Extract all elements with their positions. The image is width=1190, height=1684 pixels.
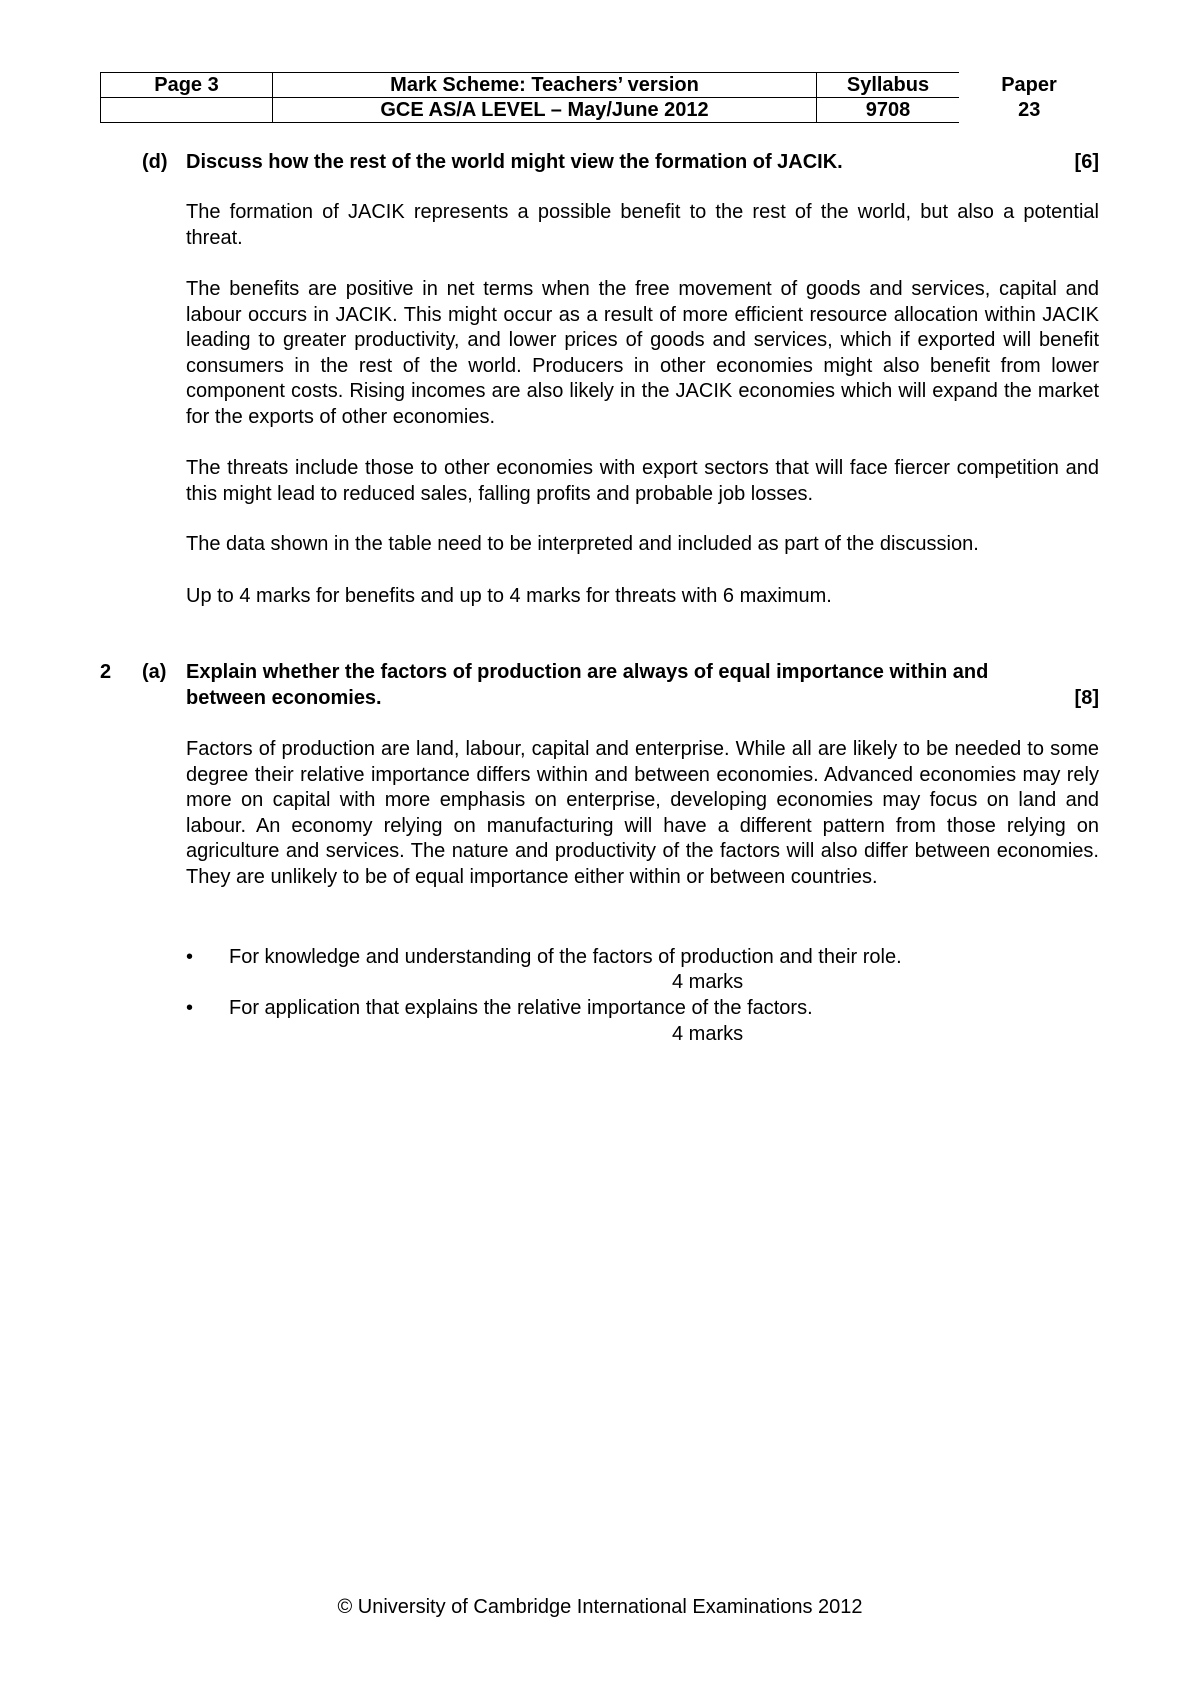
question-label: (d) xyxy=(142,151,168,173)
question-text-line2: between economies. xyxy=(186,687,382,709)
answer-paragraph: The formation of JACIK represents a possible benefit to the rest of the world, but also a potential threat. xyxy=(186,201,1099,249)
header-paper: 23 xyxy=(1018,99,1041,121)
answer-paragraph: Factors of production are land, labour, capital and enterprise. While all are likely to be needed to some degree their relative importance differs within and between economies. Advanced economies may rely more on capital with more emphasis on enterprise, developing economies may focus on land and labour. An economy relying on manufacturing will have a different pattern from those relying on agriculture and services. The nature and productivity of the factors will also differ between economies. They are unlikely to be of equal importance either within or between countries. xyxy=(186,738,1099,888)
answer-paragraph: The threats include those to other economies with export sectors that will face fiercer competition and this might lead to reduced sales, falling profits and probable job losses. xyxy=(186,457,1099,505)
bullet-text: For application that explains the relative importance of the factors. xyxy=(229,997,813,1019)
footer-copyright: © University of Cambridge International Examinations 2012 xyxy=(337,1596,863,1618)
bullet-marks: 4 marks xyxy=(672,971,744,993)
header-title: Mark Scheme: Teachers’ version xyxy=(273,73,817,98)
bullet-marks: 4 marks xyxy=(672,1023,744,1045)
header-exam: GCE AS/A LEVEL – May/June 2012 xyxy=(273,98,817,123)
question-text-line1: Explain whether the factors of production are always of equal importance within and xyxy=(186,661,989,683)
bullet-text: For knowledge and understanding of the factors of production and their role. xyxy=(229,946,902,968)
header-page: Page 3 xyxy=(101,73,273,98)
header-syllabus-label: Syllabus xyxy=(817,73,960,98)
bullet-icon: • xyxy=(186,997,194,1019)
header-empty-cell xyxy=(101,98,273,123)
answer-paragraph: The data shown in the table need to be interpreted and included as part of the discussion. xyxy=(186,533,979,555)
answer-paragraph: Up to 4 marks for benefits and up to 4 marks for threats with 6 maximum. xyxy=(186,585,832,607)
answer-paragraph: The benefits are positive in net terms when the free movement of goods and services, capital and labour occurs in JACIK. This might occur as a result of more efficient resource allocation within JACIK leading to greater productivity, and lower prices of goods and services, which if exported will benefit consumers in the rest of the world. Producers in other economies might also benefit from lower component costs. Rising incomes are also likely in the JACIK economies which will expand the market for the exports of other economies. xyxy=(186,278,1099,428)
question-marks: [8] xyxy=(1074,687,1099,709)
question-text: Discuss how the rest of the world might view the formation of JACIK. xyxy=(186,151,843,173)
bullet-icon: • xyxy=(186,946,194,968)
header-syllabus: 9708 xyxy=(817,98,960,123)
question-marks: [6] xyxy=(1074,151,1099,173)
header-table xyxy=(100,72,1100,123)
header-paper-label: Paper xyxy=(1001,74,1057,96)
question-label: (a) xyxy=(142,661,167,683)
question-number: 2 xyxy=(100,661,112,683)
